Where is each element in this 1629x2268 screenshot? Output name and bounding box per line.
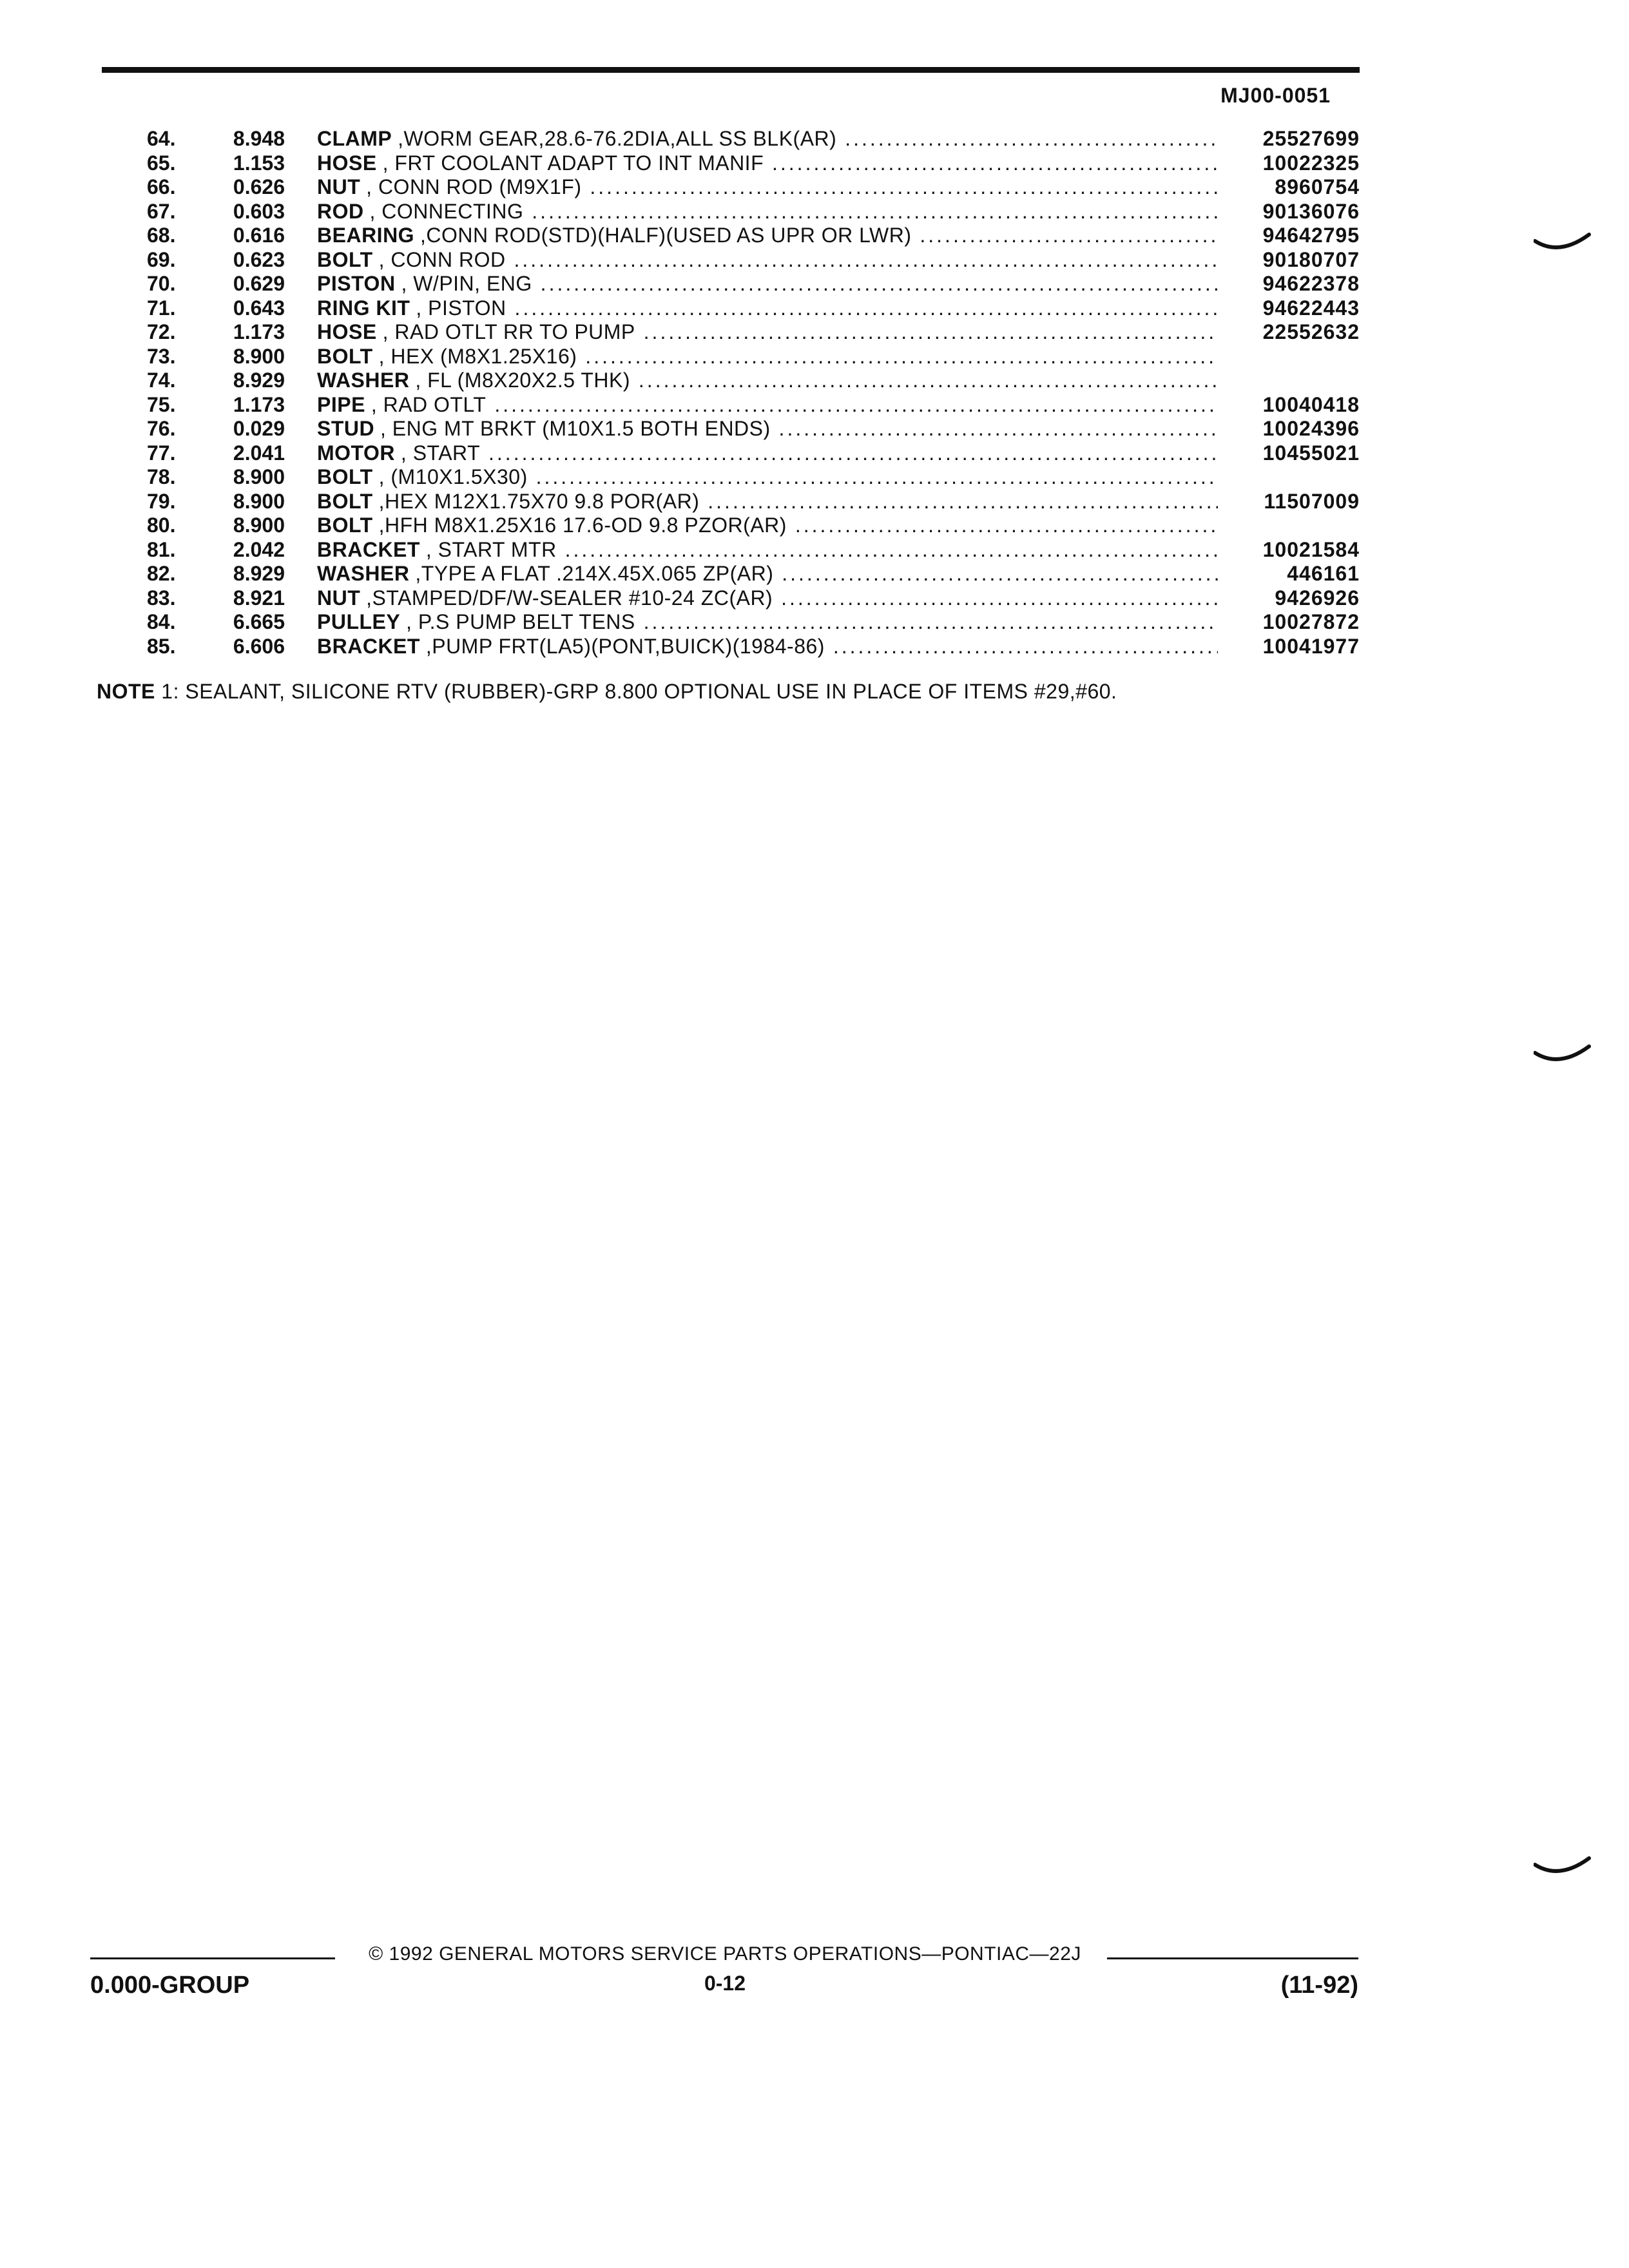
part-item-number: 66. [147,175,176,198]
part-description [317,562,1218,586]
part-item-number: 64. [147,127,176,150]
part-detail: , CONN ROD [378,247,506,271]
part-group-number: 1.173 [233,392,285,416]
part-item-number: 85. [147,634,176,658]
part-group-number: 0.616 [233,224,285,247]
part-row [147,272,1360,296]
part-group-number: 8.900 [233,489,285,513]
part-description [317,514,1218,538]
part-description [317,417,1218,441]
part-item-number: 76. [147,417,176,440]
part-detail: ,HEX M12X1.75X70 9.8 POR(AR) [378,489,700,513]
part-description [317,441,1218,466]
part-item-number: 72. [147,320,176,343]
part-detail: , CONN ROD (M9X1F) [366,175,582,198]
part-detail: , START [400,441,481,465]
part-number: 8960754 [1275,175,1360,198]
part-group-number: 1.173 [233,320,285,343]
part-name: BRACKET [317,634,420,658]
part-detail: , HEX (M8X1.25X16) [378,344,577,368]
part-group-number: 8.929 [233,369,285,392]
part-name: MOTOR [317,441,396,465]
part-row [147,441,1360,466]
part-group-number: 8.948 [233,127,285,150]
part-item-number: 82. [147,562,176,585]
part-detail: , RAD OTLT [371,392,487,416]
part-group-number: 1.153 [233,151,285,175]
part-name: PIPE [317,392,365,416]
part-number: 94622378 [1262,272,1360,295]
part-description [317,369,1218,393]
part-row [147,610,1360,635]
part-row [147,248,1360,273]
footer-rule-right [1107,1957,1358,1959]
part-detail: , START MTR [425,537,557,561]
part-item-number: 78. [147,465,176,488]
part-name: NUT [317,586,361,610]
part-name: BOLT [317,344,373,368]
part-description [317,127,1218,151]
part-item-number: 69. [147,247,176,271]
part-name: HOSE [317,151,377,175]
part-group-number: 8.900 [233,344,285,368]
part-name: STUD [317,417,375,440]
part-item-number: 81. [147,537,176,561]
part-row [147,224,1360,248]
part-detail: , FL (M8X20X2.5 THK) [415,369,631,392]
part-group-number: 8.900 [233,465,285,488]
part-row [147,320,1360,345]
part-row [147,417,1360,441]
part-description [317,586,1218,611]
part-row [147,393,1360,418]
part-row [147,514,1360,538]
footer-group-label: 0.000-GROUP [90,1972,250,1999]
part-detail: ,TYPE A FLAT .214X.45X.065 ZP(AR) [415,562,774,585]
footer-rule-left [90,1957,335,1959]
part-item-number: 68. [147,224,176,247]
top-rule [102,67,1360,73]
part-number: 446161 [1287,562,1360,585]
part-row [147,345,1360,369]
part-row [147,127,1360,151]
part-name: NUT [317,175,361,198]
part-name: BEARING [317,224,415,247]
part-item-number: 75. [147,392,176,416]
binder-hole-mark-bottom [1534,1856,1592,1881]
part-group-number: 0.029 [233,417,285,440]
part-detail: ,CONN ROD(STD)(HALF)(USED AS UPR OR LWR) [419,224,912,247]
part-detail: ,HFH M8X1.25X16 17.6-OD 9.8 PZOR(AR) [378,514,787,537]
part-row [147,200,1360,224]
part-item-number: 84. [147,610,176,633]
part-number: 25527699 [1262,127,1360,150]
part-name: BOLT [317,514,373,537]
part-number: 90180707 [1262,247,1360,271]
part-row [147,586,1360,611]
part-item-number: 79. [147,489,176,513]
part-detail: , P.S PUMP BELT TENS [406,610,635,633]
part-detail: , CONNECTING [369,199,524,223]
part-name: ROD [317,199,364,223]
part-group-number: 8.900 [233,514,285,537]
part-detail: , ENG MT BRKT (M10X1.5 BOTH ENDS) [380,417,771,440]
part-description [317,272,1218,296]
part-detail: ,WORM GEAR,28.6-76.2DIA,ALL SS BLK(AR) [398,127,837,150]
part-detail: ,PUMP FRT(LA5)(PONT,BUICK)(1984-86) [425,634,825,658]
part-detail: , PISTON [416,296,506,320]
part-number: 94622443 [1262,296,1360,320]
part-row [147,369,1360,393]
part-description [317,320,1218,345]
part-name: BOLT [317,489,373,513]
part-row [147,175,1360,200]
part-group-number: 8.921 [233,586,285,610]
part-row [147,562,1360,586]
part-description [317,610,1218,635]
part-name: BRACKET [317,537,420,561]
part-name: CLAMP [317,127,392,150]
part-number: 10024396 [1262,417,1360,440]
note-label: NOTE [97,680,155,703]
part-number: 9426926 [1275,586,1360,610]
part-item-number: 67. [147,199,176,223]
part-number: 10022325 [1262,151,1360,175]
part-number: 94642795 [1262,224,1360,247]
part-group-number: 8.929 [233,562,285,585]
part-number: 90136076 [1262,199,1360,223]
part-group-number: 0.643 [233,296,285,320]
part-detail: ,STAMPED/DF/W-SEALER #10-24 ZC(AR) [366,586,773,610]
binder-hole-mark-middle [1534,1044,1592,1070]
footer-revision-date: (11-92) [1280,1972,1358,1999]
parts-list [147,127,1360,658]
part-description [317,393,1218,418]
part-item-number: 65. [147,151,176,175]
part-group-number: 2.041 [233,441,285,465]
part-number: 10041977 [1262,634,1360,658]
part-name: HOSE [317,320,377,343]
part-group-number: 0.623 [233,247,285,271]
part-number: 22552632 [1262,320,1360,343]
note-text: 1: SEALANT, SILICONE RTV (RUBBER)-GRP 8.800 OPTIONAL USE IN PLACE OF ITEMS #29,#60. [161,680,1117,703]
part-detail: , (M10X1.5X30) [378,465,528,488]
part-detail: , W/PIN, ENG [401,272,532,295]
part-item-number: 73. [147,344,176,368]
part-row [147,538,1360,562]
part-description [317,538,1218,562]
part-group-number: 0.603 [233,199,285,223]
part-group-number: 6.606 [233,634,285,658]
document-code: MJ00-0051 [1220,84,1331,107]
part-number: 10040418 [1262,392,1360,416]
part-description [317,224,1218,248]
part-description [317,635,1218,659]
part-item-number: 74. [147,369,176,392]
part-name: PULLEY [317,610,401,633]
part-number: 11507009 [1264,489,1360,513]
part-detail: , FRT COOLANT ADAPT TO INT MANIF [382,151,764,175]
page-footer [90,1939,1358,2017]
part-description [317,248,1218,273]
part-name: RING KIT [317,296,410,320]
part-description [317,465,1218,490]
part-item-number: 80. [147,514,176,537]
note [97,680,1117,704]
part-detail: , RAD OTLT RR TO PUMP [382,320,635,343]
part-name: PISTON [317,272,396,295]
footer-page-number: 0-12 [704,1972,746,1995]
part-description [317,345,1218,369]
part-item-number: 70. [147,272,176,295]
part-name: WASHER [317,369,410,392]
part-group-number: 0.626 [233,175,285,198]
part-description [317,490,1218,514]
part-name: BOLT [317,465,373,488]
part-row [147,296,1360,321]
footer-copyright: © 1992 GENERAL MOTORS SERVICE PARTS OPERATIONS—PONTIAC—22J [369,1943,1081,1965]
part-item-number: 83. [147,586,176,610]
part-row [147,490,1360,514]
part-description [317,200,1218,224]
part-row [147,465,1360,490]
part-item-number: 71. [147,296,176,320]
part-description [317,151,1218,176]
part-group-number: 0.629 [233,272,285,295]
part-name: BOLT [317,247,373,271]
part-group-number: 2.042 [233,537,285,561]
part-name: WASHER [317,562,410,585]
part-group-number: 6.665 [233,610,285,633]
part-row [147,151,1360,176]
part-row [147,635,1360,659]
part-number: 10027872 [1262,610,1360,633]
part-number: 10455021 [1262,441,1360,465]
part-description [317,296,1218,321]
binder-hole-mark-top [1534,232,1592,258]
part-item-number: 77. [147,441,176,465]
part-number: 10021584 [1262,537,1360,561]
part-description [317,175,1218,200]
